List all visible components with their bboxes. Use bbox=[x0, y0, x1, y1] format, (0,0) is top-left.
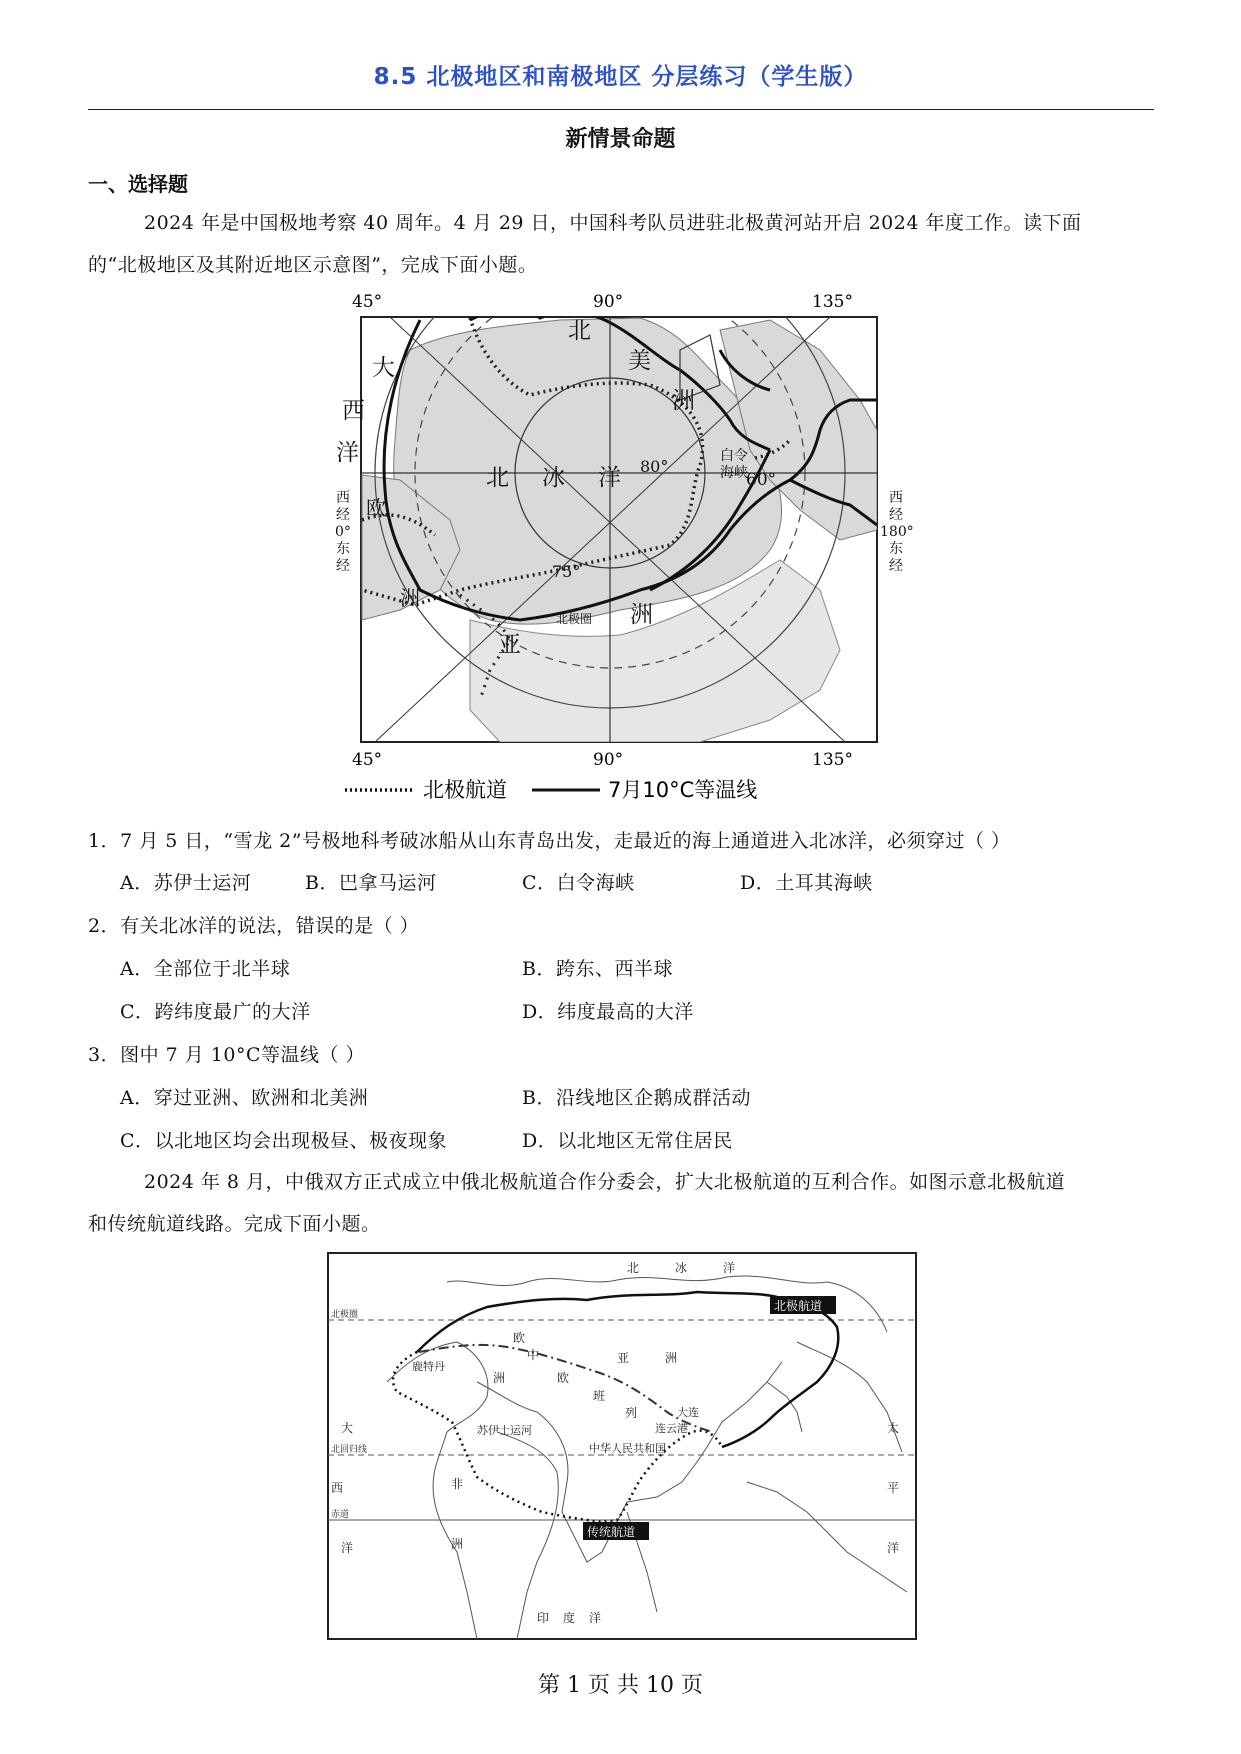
map1-lon-top-90: 90° bbox=[593, 292, 624, 312]
intro-paragraph-2 bbox=[88, 1161, 1154, 1245]
map1-label-lat60: 60° bbox=[746, 470, 777, 490]
map2-arctic-ocean-1: 北 bbox=[627, 1261, 640, 1275]
map1-label-europe-2: 洲 bbox=[400, 586, 420, 610]
map2-pacific-1: 太 bbox=[887, 1421, 900, 1435]
legend-isotherm-label: 7月10°C等温线 bbox=[608, 778, 758, 802]
question-1-number: 1 bbox=[88, 830, 101, 852]
right-meridian-e2: 经 bbox=[889, 558, 903, 574]
q3-option-a[interactable]: A．穿过亚洲、欧洲和北美洲 bbox=[120, 1087, 369, 1109]
intro1-line1: 2024 年是中国极地考察 40 周年。4 月 29 日，中国科考队员进驻北极黄河站开启 2024 年度工作。读下面 bbox=[144, 212, 1082, 234]
map1-label-asia-2: 洲 bbox=[630, 602, 653, 628]
map2-lianyungang: 连云港 bbox=[655, 1422, 688, 1435]
map2-africa-2: 洲 bbox=[451, 1537, 464, 1551]
map1-label-arctic-1: 北 bbox=[486, 465, 509, 491]
right-meridian-e1: 东 bbox=[889, 541, 903, 557]
q1-option-c[interactable]: C．白令海峡 bbox=[522, 872, 635, 894]
map2-traditional-route-label: 传统航道 bbox=[587, 1525, 636, 1539]
q1-option-a[interactable]: A．苏伊士运河 bbox=[120, 872, 252, 894]
map1-label-arctic-3: 洋 bbox=[598, 465, 621, 491]
map2-indian-2: 度 bbox=[563, 1611, 576, 1625]
part-title: 一、选择题 bbox=[88, 172, 188, 196]
map2-atlantic-3: 洋 bbox=[341, 1541, 354, 1555]
map1-label-bering-2: 海峡 bbox=[720, 465, 748, 481]
left-meridian-w1: 西 bbox=[336, 490, 350, 506]
map2-zhongou-1: 中 bbox=[527, 1348, 540, 1362]
map1-label-lat75: 75° bbox=[552, 562, 581, 581]
map2-zhongou-3: 班 bbox=[593, 1389, 606, 1403]
q3-option-b[interactable]: B．沿线地区企鹅成群活动 bbox=[522, 1087, 751, 1109]
map1-lon-bottom-90: 90° bbox=[593, 750, 624, 770]
map2-tropic: 北回归线 bbox=[331, 1445, 368, 1455]
map1-label-arctic-2: 冰 bbox=[542, 465, 565, 491]
map2-pacific-2: 平 bbox=[887, 1481, 900, 1495]
section-title: 新情景命题 bbox=[565, 127, 676, 152]
map2-arctic-circle: 北极圈 bbox=[331, 1310, 359, 1320]
q2-option-b[interactable]: B．跨东、西半球 bbox=[522, 958, 673, 980]
document-header-title: 8.5 北极地区和南极地区 分层练习（学生版） bbox=[373, 64, 868, 90]
map2-equator: 赤道 bbox=[331, 1510, 350, 1520]
map1-lon-bottom-45: 45° bbox=[352, 750, 383, 770]
q2-option-d[interactable]: D．纬度最高的大洋 bbox=[522, 1001, 694, 1023]
left-meridian-w2: 经 bbox=[336, 507, 350, 523]
question-2-number: 2 bbox=[88, 915, 101, 937]
q2-option-c[interactable]: C．跨纬度最广的大洋 bbox=[120, 1001, 311, 1023]
map1-label-north: 北 bbox=[568, 318, 591, 344]
intro1-line2: 的“北极地区及其附近地区示意图”，完成下面小题。 bbox=[88, 254, 538, 276]
question-3-number: 3 bbox=[88, 1044, 101, 1066]
map1-lon-top-45: 45° bbox=[352, 292, 383, 312]
map1-right-meridian bbox=[880, 490, 912, 575]
question-3 bbox=[88, 1040, 365, 1067]
map2-arctic-ocean-3: 洋 bbox=[723, 1261, 736, 1275]
map1-lon-bottom-135: 135° bbox=[812, 750, 853, 770]
map1-label-atlantic-1: 大 bbox=[372, 355, 395, 381]
right-meridian-180: 180° bbox=[880, 524, 914, 540]
q1-option-b[interactable]: B．巴拿马运河 bbox=[305, 872, 437, 894]
question-1-text: ．7 月 5 日，“雪龙 2”号极地科考破冰船从山东青岛出发，走最近的海上通道进入北冰洋，必须穿过（ ） bbox=[100, 830, 1011, 852]
legend-route-label: 北极航道 bbox=[423, 778, 507, 802]
left-meridian-e1: 东 bbox=[336, 541, 350, 557]
right-meridian-w2: 经 bbox=[889, 507, 903, 523]
map1-lon-top-135: 135° bbox=[812, 292, 853, 312]
question-1 bbox=[88, 826, 1011, 853]
page-footer: 第 1 页 共 10 页 bbox=[538, 1673, 703, 1698]
intro-paragraph-1 bbox=[88, 202, 1154, 286]
header-divider bbox=[88, 109, 1154, 110]
map2-atlantic-1: 大 bbox=[341, 1421, 354, 1435]
map2-indian-1: 印 bbox=[537, 1611, 550, 1625]
map2-europe-1: 欧 bbox=[513, 1331, 526, 1345]
question-2 bbox=[88, 911, 419, 938]
map2-europe-2: 洲 bbox=[493, 1371, 506, 1385]
map2-suez: 苏伊士运河 bbox=[477, 1424, 532, 1437]
map2-zhongou-4: 列 bbox=[625, 1406, 638, 1420]
arctic-route-map bbox=[327, 1252, 917, 1640]
map2-pacific-3: 洋 bbox=[887, 1541, 900, 1555]
q2-option-a[interactable]: A．全部位于北半球 bbox=[120, 958, 291, 980]
q3-option-c[interactable]: C．以北地区均会出现极昼、极夜现象 bbox=[120, 1130, 448, 1152]
map2-africa-1: 非 bbox=[451, 1477, 464, 1491]
left-meridian-0: 0° bbox=[335, 524, 351, 540]
question-2-text: ．有关北冰洋的说法，错误的是（ ） bbox=[100, 915, 420, 937]
arctic-region-map bbox=[300, 290, 880, 805]
q1-option-d[interactable]: D．土耳其海峡 bbox=[740, 872, 873, 894]
map1-label-bering-1: 白令 bbox=[720, 448, 748, 464]
question-3-text: ．图中 7 月 10°C等温线（ ） bbox=[100, 1044, 366, 1066]
map1-label-asia-1: 亚 bbox=[498, 632, 521, 658]
map2-arctic-route-label: 北极航道 bbox=[774, 1299, 823, 1313]
map2-rotterdam: 鹿特丹 bbox=[412, 1360, 445, 1373]
q3-option-d[interactable]: D．以北地区无常住居民 bbox=[522, 1130, 733, 1152]
map1-label-arctic-circle: 北极圈 bbox=[556, 612, 593, 626]
map2-china: 中华人民共和国 bbox=[589, 1442, 666, 1455]
map2-dalian: 大连 bbox=[677, 1406, 699, 1419]
map1-label-atlantic-3: 洋 bbox=[336, 440, 359, 466]
map1-left-meridian bbox=[333, 490, 353, 575]
map2-zhongou-2: 欧 bbox=[557, 1371, 570, 1385]
intro2-line1: 2024 年 8 月，中俄双方正式成立中俄北极航道合作分委会，扩大北极航道的互利合作。如图示意北极航道 bbox=[144, 1171, 1066, 1193]
map2-asia-1: 亚 bbox=[617, 1351, 630, 1365]
map2-asia-2: 洲 bbox=[665, 1351, 678, 1365]
map1-label-europe-1: 欧 bbox=[366, 496, 386, 520]
left-meridian-e2: 经 bbox=[336, 558, 350, 574]
map1-label-zhou-na: 洲 bbox=[672, 388, 695, 414]
map1-label-america: 美 bbox=[628, 348, 651, 374]
intro2-line2: 和传统航道线路。完成下面小题。 bbox=[88, 1213, 381, 1235]
map1-label-atlantic-2: 西 bbox=[342, 398, 365, 424]
right-meridian-w1: 西 bbox=[889, 490, 903, 506]
map2-atlantic-2: 西 bbox=[331, 1481, 344, 1495]
map2-indian-3: 洋 bbox=[589, 1611, 602, 1625]
map2-arctic-ocean-2: 冰 bbox=[675, 1261, 688, 1275]
map1-label-lat80: 80° bbox=[640, 457, 669, 476]
